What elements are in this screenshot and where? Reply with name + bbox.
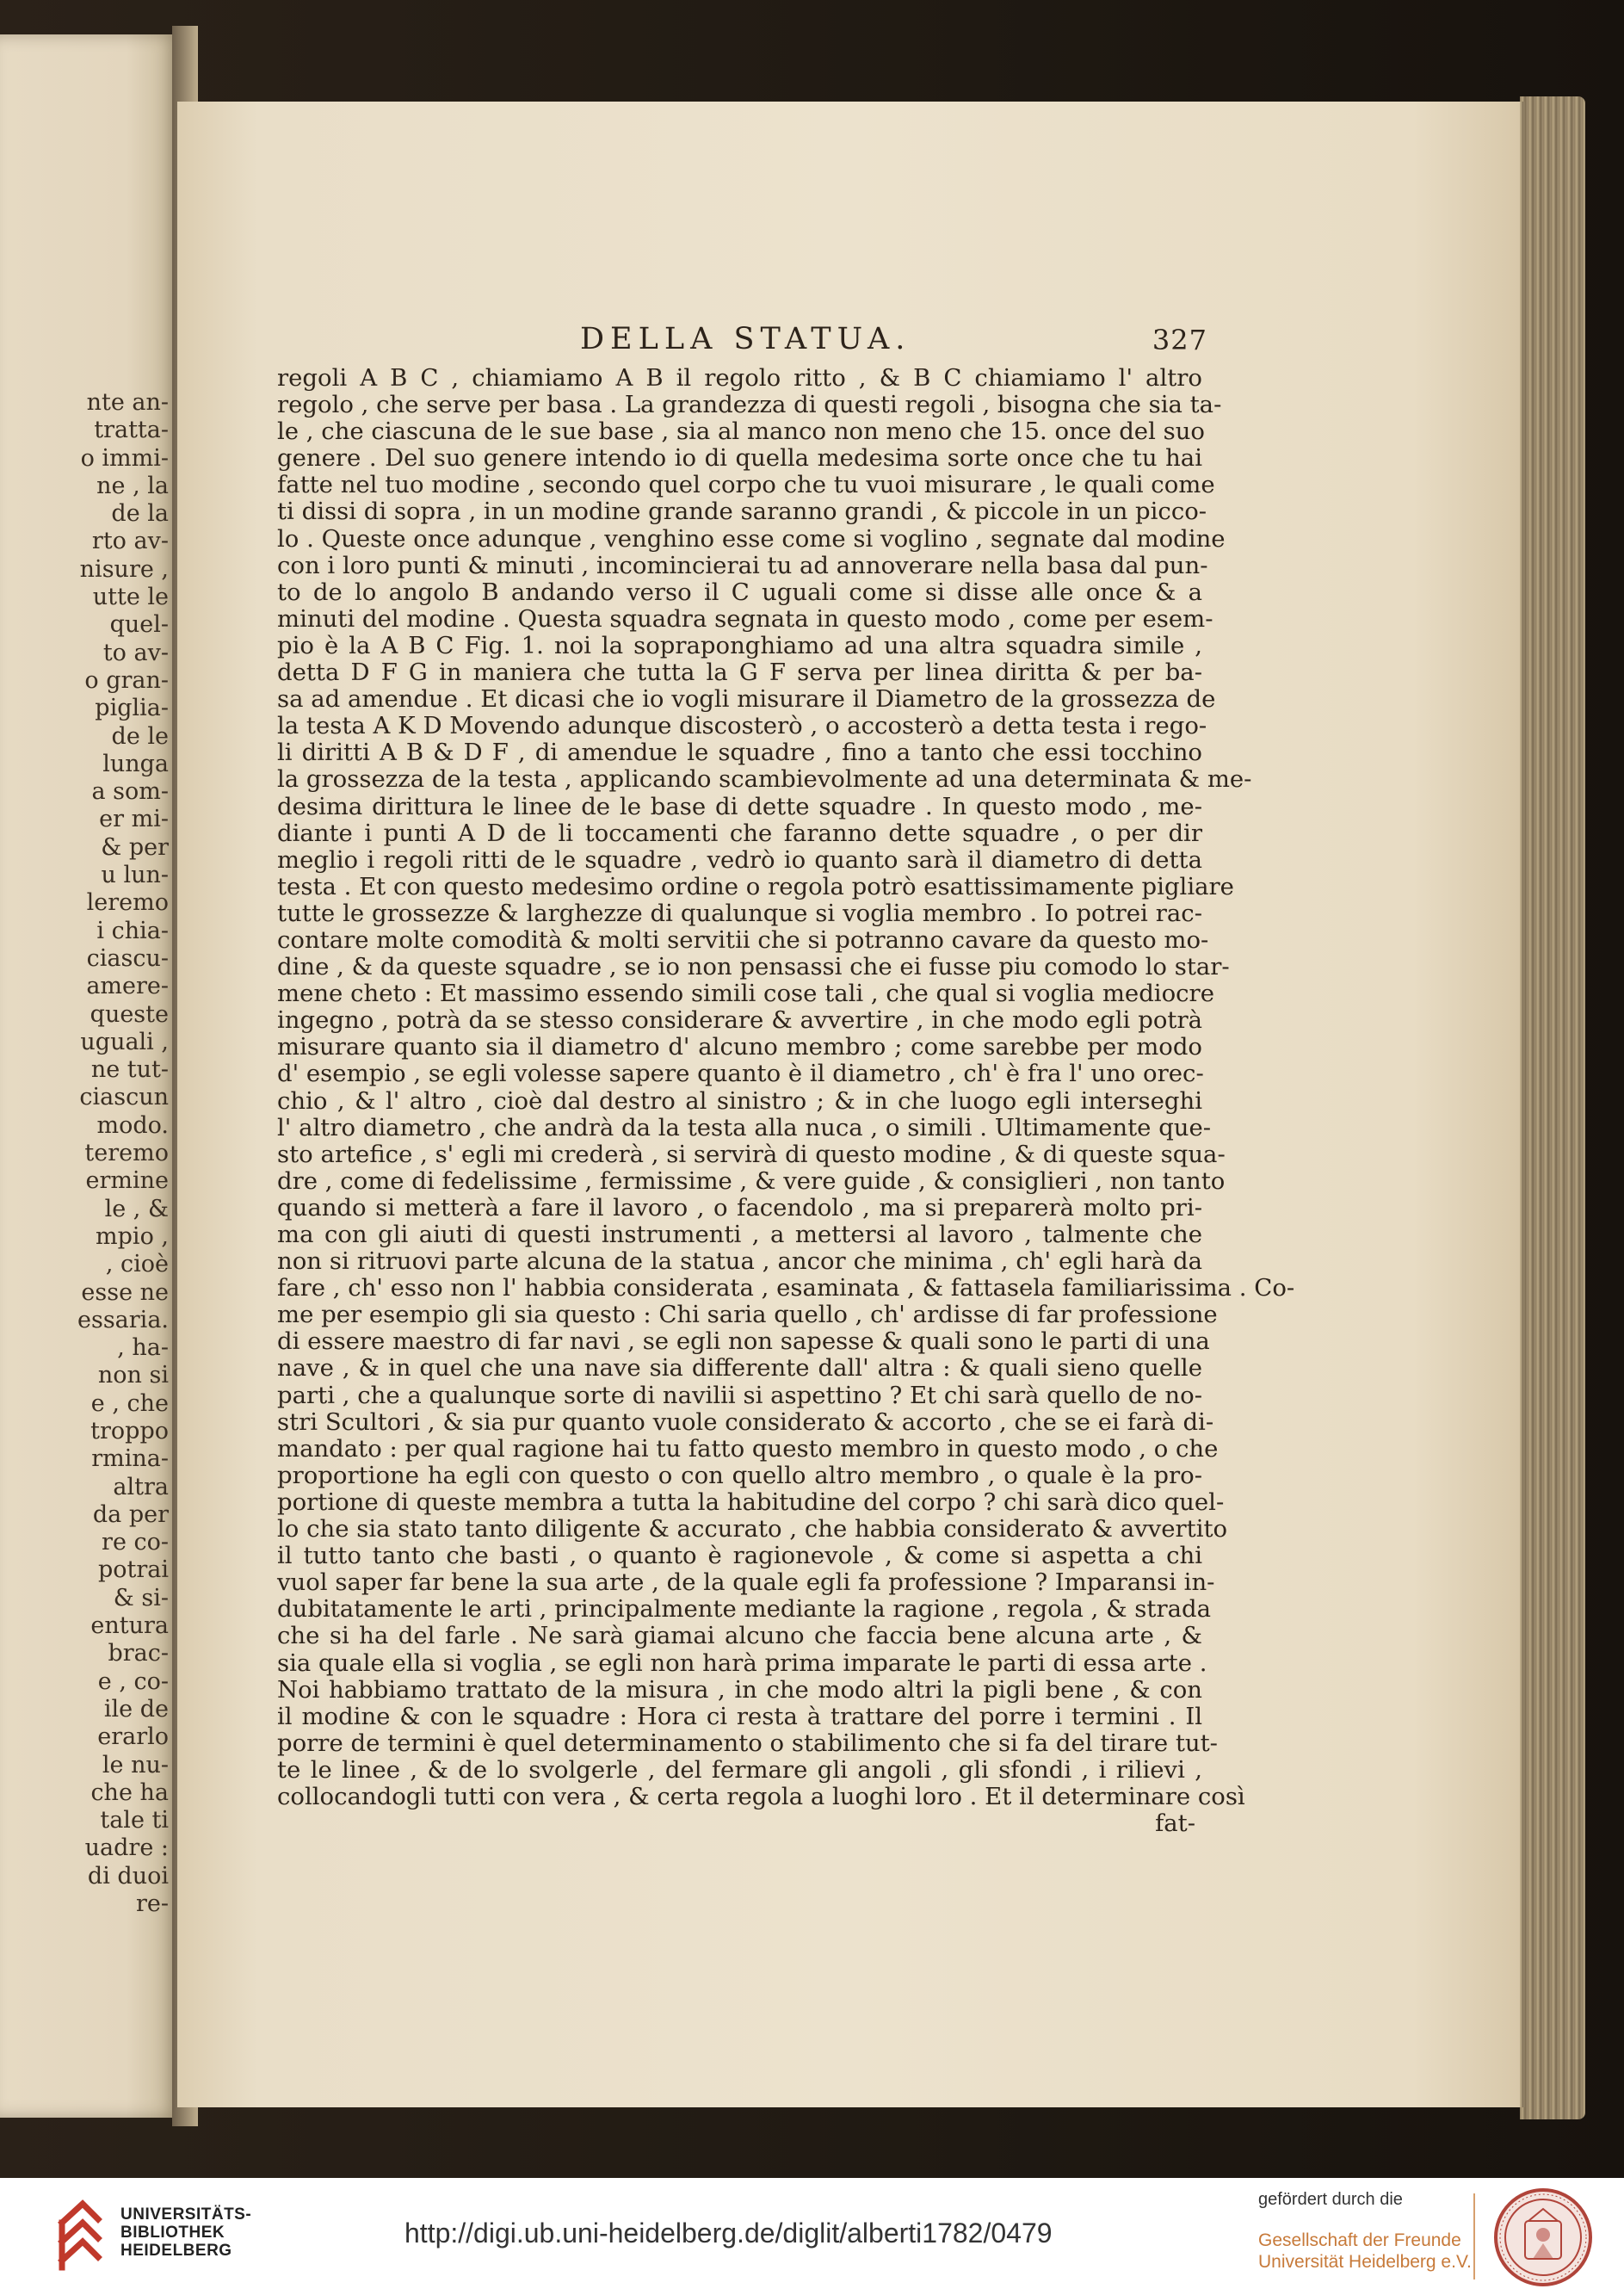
text-line: mene cheto : Et massimo essendo simili cose tali , che qual si voglia mediocre <box>277 980 1214 1008</box>
left-page <box>0 34 181 2118</box>
library-name-line: UNIVERSITÄTS- <box>120 2205 252 2224</box>
left-page-fragment: quel- <box>109 611 169 639</box>
text-line: detta D F G in maniera che tutta la G F serva per linea diritta & per ba- <box>277 659 1202 687</box>
left-page-fragment: le , & <box>104 1195 169 1222</box>
funded-by-label: gefördert durch die <box>1258 2190 1403 2209</box>
text-line: il modine & con le squadre : Hora ci resta à trattare del porre i termini . Il <box>277 1702 1202 1730</box>
text-line: che si ha del farle . Ne sarà giamai alcuno che faccia bene alcuna arte , & <box>277 1622 1202 1650</box>
left-page-fragment: utte le <box>92 584 169 611</box>
text-line: lo . Queste once adunque , venghino esse come si voglino , segnate dal modine <box>277 524 1226 553</box>
text-line: me per esempio gli sia questo : Chi saria quello , ch' ardisse di far professione <box>277 1301 1218 1329</box>
text-line: dine , & da queste squadre , se io non pensassi che ei fusse piu comodo lo star- <box>277 953 1230 981</box>
left-page-fragment: i chia- <box>96 917 169 944</box>
left-page-fragment: troppo <box>90 1417 169 1444</box>
text-line: to de lo angolo B andando verso il C uguali come si disse alle once & a <box>277 578 1202 606</box>
text-line: di essere maestro di far navi , se egli non sapesse & quali sono le parti di una <box>277 1327 1210 1356</box>
left-page-fragment: amere- <box>86 973 169 1000</box>
text-line: genere . Del suo genere intendo io di quella medesima sorte once che tu hai <box>277 444 1202 473</box>
permalink[interactable]: http://digi.ub.uni-heidelberg.de/diglit/alberti1782/0479 <box>404 2218 1053 2249</box>
text-line: vuol saper far bene la sua arte , de la quale egli fa professione ? Imparansi in- <box>277 1568 1215 1597</box>
left-page-fragment: , ha- <box>117 1334 169 1362</box>
left-page-fragment: esse ne <box>81 1278 169 1306</box>
left-page-fragment: o gran- <box>84 666 169 694</box>
footer-bar <box>0 2178 1624 2295</box>
left-page-fragment: rto av- <box>91 528 169 555</box>
catchword: fat- <box>1155 1809 1195 1838</box>
text-line: porre de termini è quel determinamento o stabilimento che si fa del tirare tut- <box>277 1729 1218 1757</box>
text-line: contare molte comodità & molti servitii che si potranno cavare da questo mo- <box>277 925 1209 954</box>
left-page-fragment: er mi- <box>99 806 169 833</box>
left-page-fragment: rmina- <box>91 1445 169 1473</box>
text-line: le , che ciascuna de le sue base , sia al manco non meno che 15. once del suo <box>277 418 1205 446</box>
text-line: misurare quanto sia il diametro d' alcuno membro ; come sarebbe per modo <box>277 1033 1202 1061</box>
text-line: te le linee , & de lo svolgerle , del fermare gli angoli , gli sfondi , i rilievi , <box>277 1755 1202 1784</box>
text-line: proportione ha egli con questo o con quello altro membro , o quale è la pro- <box>277 1461 1202 1489</box>
text-line: stri Scultori , & sia pur quanto vuole considerato & accorto , che se ei farà di- <box>277 1407 1214 1436</box>
left-page-fragment: lunga <box>102 750 169 777</box>
text-line: parti , che a qualunque sorte di navilii si aspettino ? Et chi sarà quello de no- <box>277 1381 1202 1409</box>
left-page-fragment: u lun- <box>101 862 169 889</box>
text-line: regoli A B C , chiamiamo A B il regolo ritto , & B C chiamiamo l' altro <box>277 364 1202 392</box>
text-line: tutte le grossezze & larghezze di qualunque si voglia membro . Io potrei rac- <box>277 899 1202 927</box>
text-line: quando si metterà a fare il lavoro , o facendolo , ma si preparerà molto pri- <box>277 1193 1202 1222</box>
left-page-fragment: uguali , <box>80 1028 169 1055</box>
left-page-fragment: ermine <box>85 1167 169 1195</box>
footer-divider <box>1473 2193 1475 2280</box>
left-page-fragment: nisure , <box>79 555 169 583</box>
society-name-line: Universität Heidelberg e.V. <box>1258 2252 1472 2272</box>
page-header-title: DELLA STATUA. <box>580 322 911 356</box>
text-line: desima dirittura le linee de le base di dette squadre . In questo modo , me- <box>277 792 1202 820</box>
running-head <box>277 322 1207 362</box>
text-line: ma con gli aiuti di questi instrumenti , a mettersi al lavoro , talmente che <box>277 1221 1202 1248</box>
left-page-fragment: uadre : <box>84 1834 169 1862</box>
text-line: d' esempio , se egli volesse sapere quanto è il diametro , ch' è fra l' uno orec- <box>277 1060 1204 1088</box>
left-page-fragment: nte an- <box>86 389 169 416</box>
text-line: dubitatamente le arti , principalmente mediante la ragione , regola , & strada <box>277 1595 1212 1624</box>
library-name-line: BIBLIOTHEK <box>120 2224 225 2242</box>
left-page-fragment: ne tut- <box>90 1056 169 1084</box>
society-name-line: Gesellschaft der Freunde <box>1258 2230 1461 2250</box>
left-page-fragment: altra <box>113 1473 169 1500</box>
text-line: diante i punti A D de li toccamenti che faranno dette squadre , o per dir <box>277 819 1202 847</box>
left-page-fragment: non si <box>97 1362 169 1389</box>
left-page-fragment: modo. <box>96 1111 169 1139</box>
text-line: nave , & in quel che una nave sia differente dall' altra : & quali sieno quelle <box>277 1354 1202 1383</box>
left-page-fragment: leremo <box>86 889 169 917</box>
left-page-fragment: ciascun <box>79 1084 169 1111</box>
left-page-fragment: le nu- <box>102 1751 169 1778</box>
left-page-fragment: de la <box>111 500 169 528</box>
text-line: ti dissi di sopra , in un modine grande saranno grandi , & piccole in un picco- <box>277 498 1207 526</box>
left-page-fragment: tratta- <box>94 417 169 444</box>
left-page-fragment: queste <box>90 1000 169 1028</box>
left-page-fragment: teremo <box>84 1140 169 1167</box>
text-line: portione di queste membra a tutta la habitudine del corpo ? chi sarà dico quel- <box>277 1488 1225 1516</box>
page-number: 327 <box>1152 324 1207 356</box>
text-line: dre , come di fedelissime , fermissime , & vere guide , & consiglieri , non tanto <box>277 1166 1226 1195</box>
left-page-fragment: mpio , <box>96 1222 169 1250</box>
library-name[interactable] <box>120 2205 251 2260</box>
text-line: regolo , che serve per basa . La grandezza di questi regoli , bisogna che sia ta- <box>277 391 1222 419</box>
left-page-fragment: to av- <box>102 639 169 666</box>
text-line: fare , ch' esso non l' habbia considerata , esaminata , & fattasela familiarissima . Co- <box>277 1274 1295 1302</box>
text-line: chio , & l' altro , cioè dal destro al sinistro ; & in che luogo egli interseghi <box>277 1086 1202 1115</box>
text-line: lo che sia stato tanto diligente & accurato , che habbia considerato & avvertito <box>277 1515 1228 1543</box>
left-page-fragment: re co- <box>102 1529 169 1556</box>
text-line: pio è la A B C Fig. 1. noi la sopraponghiamo ad una altra squadra simile , <box>277 631 1202 659</box>
text-line: testa . Et con questo medesimo ordine o regola potrò esattissimamente pigliare <box>277 872 1234 900</box>
text-line: non si ritruovi parte alcuna de la statua , ancor che minima , ch' egli harà da <box>277 1247 1202 1276</box>
left-page-fragment: brac- <box>108 1640 169 1667</box>
text-line: fatte nel tuo modine , secondo quel corpo che tu vuoi misurare , le quali come <box>277 471 1215 499</box>
text-line: mandato : per qual ragione hai tu fatto questo membro in questo modo , o che <box>277 1434 1219 1463</box>
society-name[interactable] <box>1258 2230 1472 2273</box>
page-content <box>277 322 1295 1838</box>
left-page-fragment: che ha <box>90 1778 169 1806</box>
left-page-fragment: potrai <box>97 1556 169 1584</box>
text-line: meglio i regoli ritti de le squadre , vedrò io quanto sarà il diametro di detta <box>277 845 1202 874</box>
left-page-fragment: da per <box>92 1500 169 1528</box>
body-text <box>277 364 1295 1810</box>
text-line: minuti del modine . Questa squadra segnata in questo modo , come per esem- <box>277 604 1213 633</box>
left-page-fragment: de le <box>111 722 169 750</box>
left-page-fragment: ciascu- <box>86 944 169 972</box>
left-page-fragment: & si- <box>113 1584 169 1611</box>
left-page-fragment: e , co- <box>97 1667 169 1695</box>
left-page-fragment: piglia- <box>95 695 169 722</box>
left-page-fragment: e , che <box>90 1389 169 1417</box>
left-page-fragment: tale ti <box>100 1807 169 1834</box>
text-line: sto artefice , s' egli mi crederà , si servirà di questo modine , & di queste squa- <box>277 1140 1226 1168</box>
page-edge-stack <box>1520 96 1585 2119</box>
text-line: la grossezza de la testa , applicando scambievolmente ad una determinata & me- <box>277 765 1252 794</box>
left-page-fragment: re- <box>135 1890 169 1918</box>
text-line: ingegno , potrà da se stesso considerare & avvertire , in che modo egli potrà <box>277 1006 1202 1035</box>
left-page-fragment: o immi- <box>80 444 169 472</box>
library-name-line: HEIDELBERG <box>120 2242 232 2260</box>
library-logo-icon[interactable] <box>53 2197 107 2273</box>
text-line: collocandogli tutti con vera , & certa regola a luoghi loro . Et il determinare così <box>277 1782 1245 1810</box>
left-page-fragment: essaria. <box>77 1306 169 1333</box>
text-line: l' altro diametro , che andrà da la testa alla nuca , o simili . Ultimamente que- <box>277 1113 1212 1141</box>
left-page-fragment: ile de <box>103 1695 169 1723</box>
text-line: li diritti A B & D F , di amendue le squadre , fino a tanto che essi tocchino <box>277 739 1202 767</box>
text-line: il tutto tanto che basti , o quanto è ragionevole , & come si aspetta a chi <box>277 1542 1202 1570</box>
left-page-fragment: & per <box>101 833 169 861</box>
text-line: con i loro punti & minuti , incomincierai tu ad annoverare nella basa dal pun- <box>277 551 1208 579</box>
left-page-text <box>40 389 169 1918</box>
text-line: sia quale ella si voglia , se egli non harà prima imparate le parti di essa arte . <box>277 1649 1207 1677</box>
society-seal-icon[interactable] <box>1492 2187 1594 2288</box>
text-line: la testa A K D Movendo adunque discosterò , o accosterò a detta testa i rego- <box>277 712 1207 740</box>
left-page-fragment: erarlo <box>97 1723 169 1751</box>
left-page-fragment: ne , la <box>96 472 169 499</box>
left-page-fragment: entura <box>90 1612 169 1640</box>
text-line: Noi habbiamo trattato de la misura , in che modo altri la pigli bene , & con <box>277 1675 1202 1704</box>
left-page-fragment: , cioè <box>105 1251 169 1278</box>
left-page-fragment: di duoi <box>87 1862 169 1890</box>
text-line: sa ad amendue . Et dicasi che io vogli misurare il Diametro de la grossezza de <box>277 685 1216 714</box>
left-page-fragment: a som- <box>91 778 169 806</box>
